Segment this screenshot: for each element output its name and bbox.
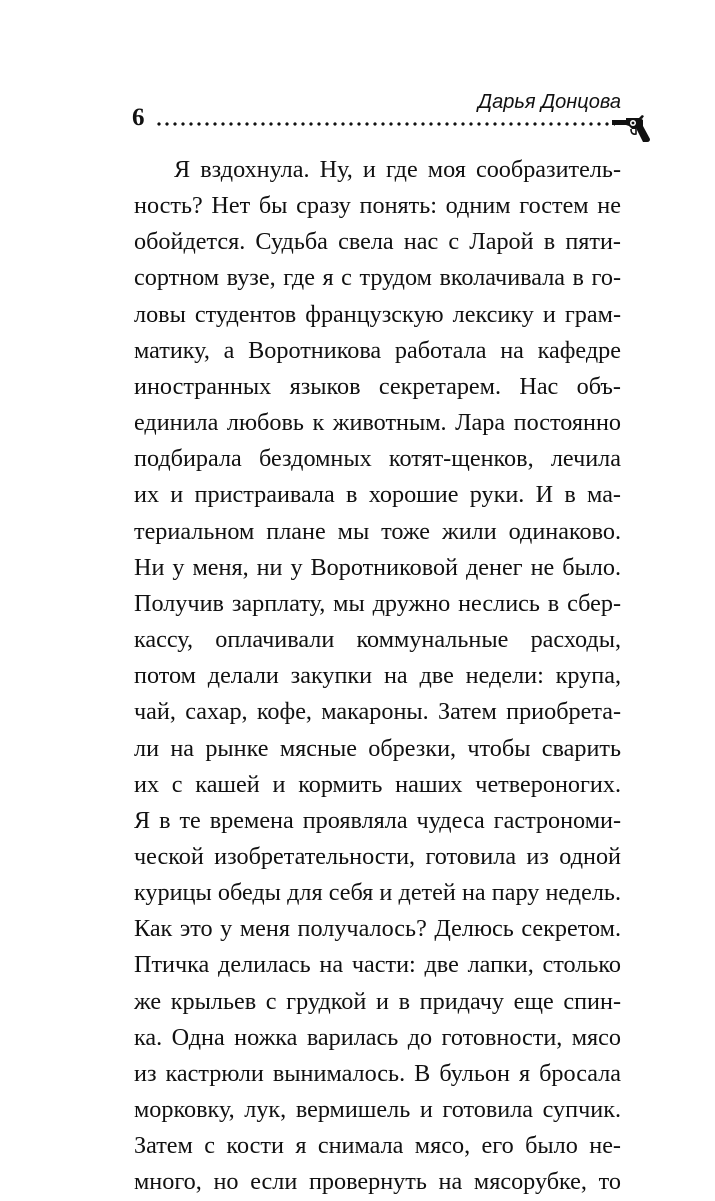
dotted-rule — [155, 122, 615, 126]
page-body-text — [134, 152, 621, 1201]
text-line: ческой изобретательности, готовила из одной — [134, 842, 621, 870]
text-line: ловы студентов французскую лексику и грам- — [134, 300, 621, 328]
text-line: же крыльев с грудкой и в придачу еще спин- — [134, 987, 621, 1015]
revolver-icon — [612, 114, 652, 144]
text-line: курицы обеды для себя и детей на пару недель. — [134, 879, 621, 907]
text-line: Ни у меня, ни у Воротниковой денег не было. — [134, 553, 621, 581]
text-line: Как это у меня получалось? Делюсь секретом. — [134, 915, 621, 943]
text-line: единила любовь к животным. Лара постоянно — [134, 409, 621, 437]
text-line: ка. Одна ножка варилась до готовности, мясо — [134, 1023, 621, 1051]
text-line: морковку, лук, вермишель и готовила супчик. — [134, 1096, 621, 1124]
text-line: чай, сахар, кофе, макароны. Затем приобрета- — [134, 698, 621, 726]
text-line: Затем с кости я снимала мясо, его было не- — [134, 1132, 621, 1160]
text-line: Получив зарплату, мы дружно неслись в сбер- — [134, 589, 621, 617]
text-line: обойдется. Судьба свела нас с Ларой в пяти- — [134, 228, 621, 256]
text-line: териальном плане мы тоже жили одинаково. — [134, 517, 621, 545]
text-line: Птичка делилась на части: две лапки, столько — [134, 951, 621, 979]
text-line: ли на рынке мясные обрезки, чтобы сварить — [134, 734, 621, 762]
text-line: подбирала бездомных котят-щенков, лечила — [134, 445, 621, 473]
text-line: иностранных языков секретарем. Нас объ- — [134, 372, 621, 400]
page-header — [0, 0, 715, 140]
text-line: их и пристраивала в хорошие руки. И в ма- — [134, 481, 621, 509]
text-line: много, но если провернуть на мясорубке, то — [134, 1168, 621, 1196]
page-number: 6 — [132, 104, 145, 131]
text-line: потом делали закупки на две недели: крупа, — [134, 662, 621, 690]
text-line: кассу, оплачивали коммунальные расходы, — [134, 626, 621, 654]
text-line: их с кашей и кормить наших четвероногих. — [134, 770, 621, 798]
text-line: матику, а Воротникова работала на кафедре — [134, 336, 621, 364]
running-head-author: Дарья Донцова — [478, 91, 621, 113]
text-line: Я вздохнула. Ну, и где моя сообразитель- — [174, 156, 621, 183]
text-line: Я в те времена проявляла чудеса гастрономи- — [134, 806, 621, 834]
text-line: из кастрюли вынималось. В бульон я бросала — [134, 1059, 621, 1087]
text-line: сортном вузе, где я с трудом вколачивала в го- — [134, 264, 621, 292]
text-line: ность? Нет бы сразу понять: одним гостем не — [134, 192, 621, 220]
